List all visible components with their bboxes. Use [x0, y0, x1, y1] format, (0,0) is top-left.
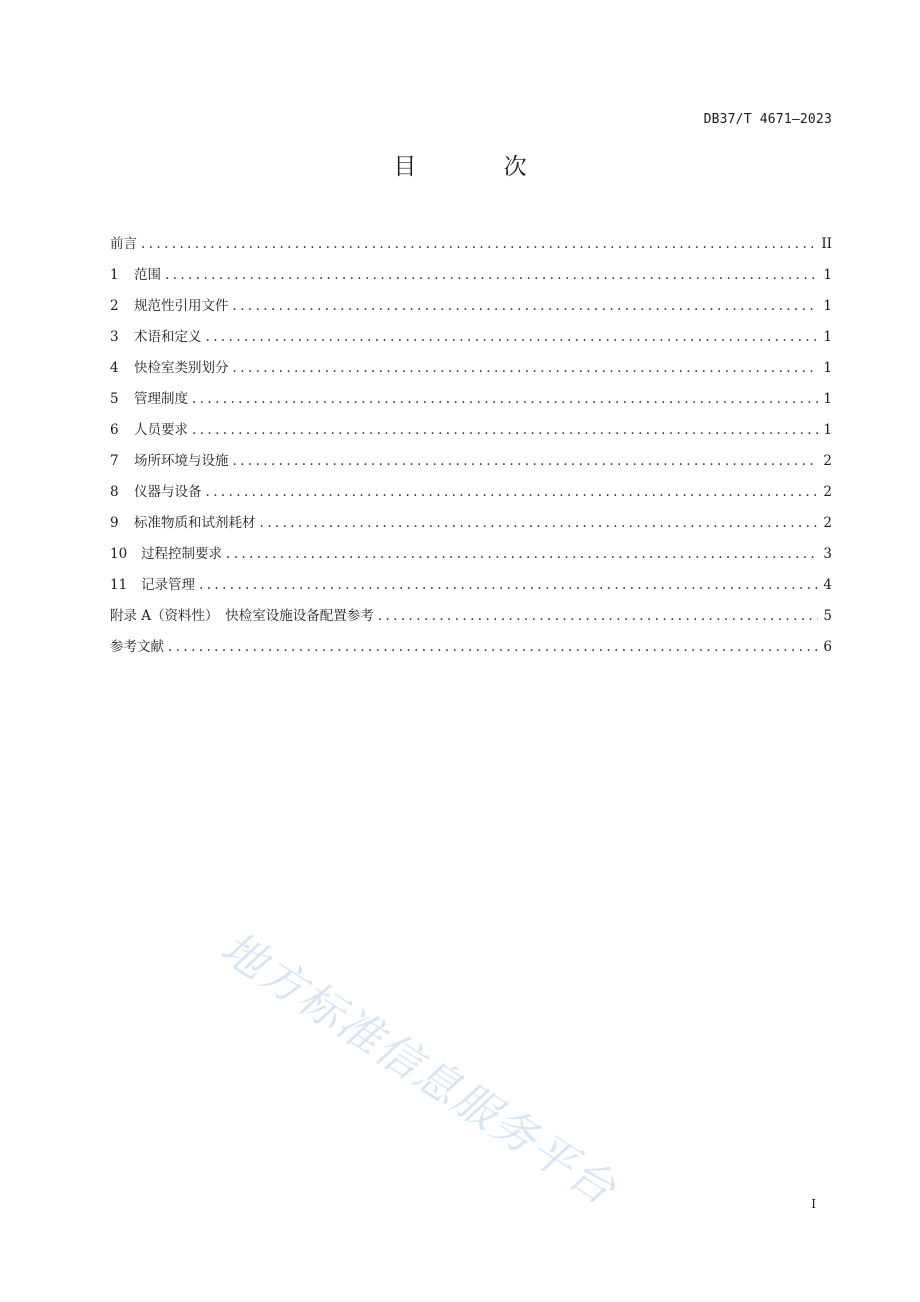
toc-dot-leader — [168, 639, 818, 655]
toc-item-number: 1 — [110, 267, 119, 283]
toc-item-page: 4 — [823, 577, 832, 593]
toc-item-label: 快检室类别划分 — [134, 360, 229, 376]
toc-item-number: 9 — [110, 515, 119, 531]
toc-item-terms-definitions[interactable] — [110, 325, 832, 356]
toc-dot-leader — [233, 360, 819, 376]
toc-dot-leader — [199, 577, 818, 593]
toc-item-number: 7 — [110, 453, 119, 469]
toc-item-normative-references[interactable] — [110, 294, 832, 325]
toc-item-page: 1 — [823, 422, 832, 438]
toc-item-facilities[interactable] — [110, 449, 832, 480]
toc-item-number: 4 — [110, 360, 119, 376]
toc-item-number: 10 — [110, 546, 128, 562]
toc-item-number: 3 — [110, 329, 119, 345]
toc-item-management-system[interactable] — [110, 387, 832, 418]
toc-dot-leader — [141, 236, 817, 252]
toc-dot-leader — [165, 267, 818, 283]
toc-item-foreword[interactable] — [110, 232, 832, 263]
toc-item-process-control[interactable] — [110, 542, 832, 573]
page-number: I — [811, 1197, 816, 1211]
toc-item-label: 范围 — [134, 267, 161, 283]
toc-item-page: 1 — [823, 329, 832, 345]
toc-item-page: 2 — [823, 515, 832, 531]
toc-item-page: 1 — [823, 360, 832, 376]
toc-item-page: 2 — [823, 453, 832, 469]
toc-dot-leader — [226, 546, 818, 562]
toc-item-page: II — [821, 236, 832, 252]
toc-dot-leader — [233, 453, 819, 469]
toc-item-instruments[interactable] — [110, 480, 832, 511]
toc-item-page: 2 — [823, 484, 832, 500]
toc-item-label: 标准物质和试剂耗材 — [134, 515, 256, 531]
toc-item-label: 术语和定义 — [134, 329, 202, 345]
toc-item-page: 1 — [823, 391, 832, 407]
toc-item-page: 5 — [823, 608, 832, 624]
toc-dot-leader — [378, 608, 818, 624]
toc-item-number: 5 — [110, 391, 119, 407]
toc-item-label: 规范性引用文件 — [134, 298, 229, 314]
toc-item-label: 参考文献 — [110, 639, 164, 655]
toc-item-reference-materials[interactable] — [110, 511, 832, 542]
toc-dot-leader — [206, 329, 819, 345]
toc-title: 目 次 — [393, 154, 567, 180]
toc-dot-leader — [260, 515, 819, 531]
toc-dot-leader — [192, 422, 818, 438]
toc-item-scope[interactable] — [110, 263, 832, 294]
toc-item-number: 8 — [110, 484, 119, 500]
toc-item-label: 场所环境与设施 — [134, 453, 229, 469]
toc-item-lab-classification[interactable] — [110, 356, 832, 387]
toc-item-page: 1 — [823, 267, 832, 283]
toc-dot-leader — [206, 484, 819, 500]
toc-item-appendix-a[interactable] — [110, 604, 832, 635]
toc-item-label: 仪器与设备 — [134, 484, 202, 500]
toc-item-page: 1 — [823, 298, 832, 314]
toc-item-label: 前言 — [110, 236, 137, 252]
toc-item-label: 过程控制要求 — [141, 546, 222, 562]
toc-item-number: 11 — [110, 577, 128, 593]
toc-item-personnel-requirements[interactable] — [110, 418, 832, 449]
toc-item-label: 人员要求 — [134, 422, 188, 438]
table-of-contents — [110, 232, 832, 666]
toc-item-page: 3 — [823, 546, 832, 562]
watermark: 地方标准信息服务平台 — [211, 922, 626, 1216]
toc-dot-leader — [233, 298, 819, 314]
toc-item-bibliography[interactable] — [110, 635, 832, 666]
toc-item-number: 6 — [110, 422, 119, 438]
toc-item-label: 记录管理 — [141, 577, 195, 593]
toc-item-number: 2 — [110, 298, 119, 314]
toc-item-label: 管理制度 — [134, 391, 188, 407]
document-header-code: DB37/T 4671—2023 — [703, 112, 832, 127]
toc-item-label: 附录 A（资料性） 快检室设施设备配置参考 — [110, 608, 374, 624]
toc-item-page: 6 — [823, 639, 832, 655]
toc-item-record-management[interactable] — [110, 573, 832, 604]
toc-dot-leader — [192, 391, 818, 407]
